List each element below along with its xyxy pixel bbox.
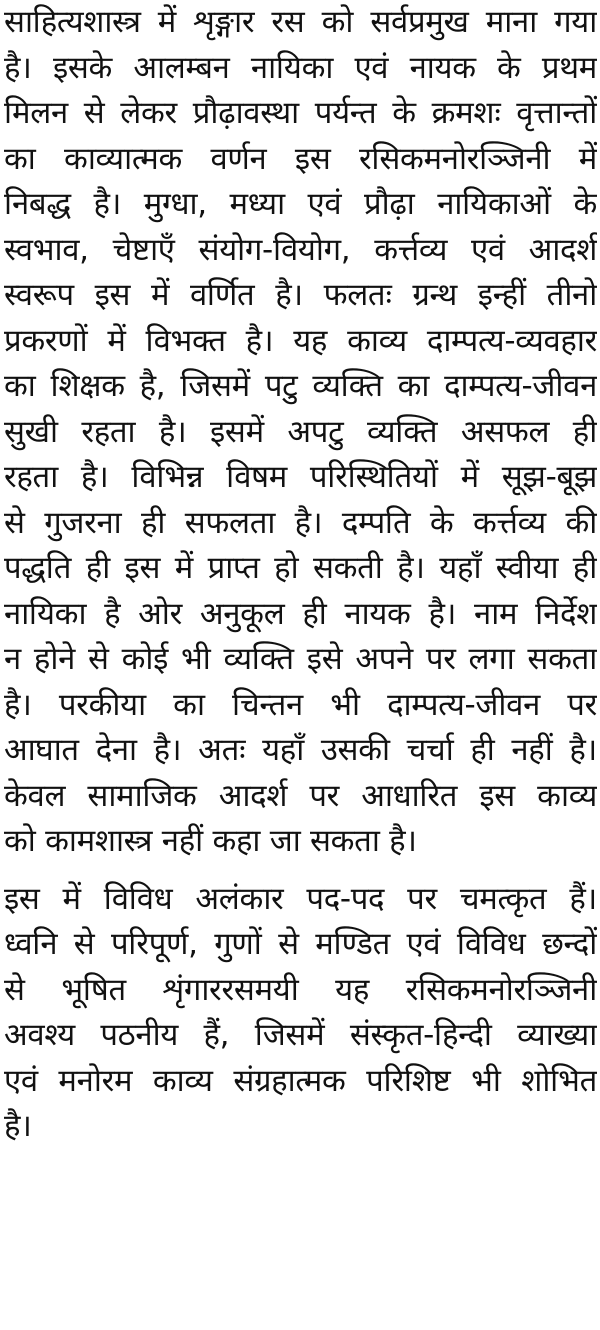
text-line: आघात देना है। अतः यहाँ उसकी चर्चा ही नहीं है।: [4, 732, 597, 768]
text-line: निबद्ध है। मुग्धा, मध्या एवं प्रौढ़ा नायिकाओं के: [4, 186, 597, 222]
text-line: रहता है। विभिन्न विषम परिस्थितियों में सूझ-बूझ: [4, 459, 597, 495]
text-line: नायिका है ओर अनुकूल ही नायक है। नाम निर्देश: [4, 595, 597, 632]
text-line: मिलन से लेकर प्रौढ़ावस्था पर्यन्त के क्रमशः वृत्तान्तों: [4, 95, 597, 131]
text-line: का काव्यात्मक वर्णन इस रसिकमनोरञ्जिनी में: [4, 140, 597, 177]
text-line: साहित्यशास्त्र में शृङ्गार रस को सर्वप्रमुख माना गया: [4, 4, 597, 40]
text-line: स्वभाव, चेष्टाएँ संयोग-वियोग, कर्त्तव्य एवं आदर्श: [4, 231, 597, 268]
text-line: पद्धति ही इस में प्राप्त हो सकती है। यहाँ स्वीया ही: [4, 550, 597, 586]
text-line: से भूषित शृंगाररसमयी यह रसिकमनोरञ्जिनी: [4, 971, 597, 1008]
text-line: स्वरूप इस में वर्णित है। फलतः ग्रन्थ इन्हीं तीनो: [4, 277, 597, 313]
text-line: एवं मनोरम काव्य संग्रहात्मक परिशिष्ट भी शोभित: [4, 1062, 597, 1099]
paragraph-1: [4, 0, 597, 865]
text-line: इस में विविध अलंकार पद-पद पर चमत्कृत हैं।: [4, 880, 597, 917]
text-line: से गुजरना ही सफलता है। दम्पति के कर्त्तव्य की: [4, 504, 597, 541]
text-line: प्रकरणों में विभक्त है। यह काव्य दाम्पत्य-व्यवहार: [4, 322, 597, 359]
paragraph-gap: [4, 865, 597, 877]
text-line: अवश्य पठनीय हैं, जिसमें संस्कृत-हिन्दी व्याख्या: [4, 1017, 597, 1053]
text-line: है। इसके आलम्बन नायिका एवं नायक के प्रथम: [4, 49, 597, 86]
text-line: न होने से कोई भी व्यक्ति इसे अपने पर लगा सकता: [4, 641, 597, 677]
text-line: को कामशास्त्र नहीं कहा जा सकता है।: [4, 823, 417, 859]
text-line: ध्वनि से परिपूर्ण, गुणों से मण्डित एवं विविध छन्दों: [4, 926, 597, 962]
text-line: है। परकीया का चिन्तन भी दाम्पत्य-जीवन पर: [4, 686, 597, 723]
paragraph-2: [4, 877, 597, 1150]
text-line: है।: [4, 1108, 32, 1144]
text-line: सुखी रहता है। इसमें अपटु व्यक्ति असफल ही: [4, 413, 597, 450]
text-line: का शिक्षक है, जिसमें पटु व्यक्ति का दाम्पत्य-जीवन: [4, 368, 597, 404]
text-line: केवल सामाजिक आदर्श पर आधारित इस काव्य: [4, 777, 597, 814]
